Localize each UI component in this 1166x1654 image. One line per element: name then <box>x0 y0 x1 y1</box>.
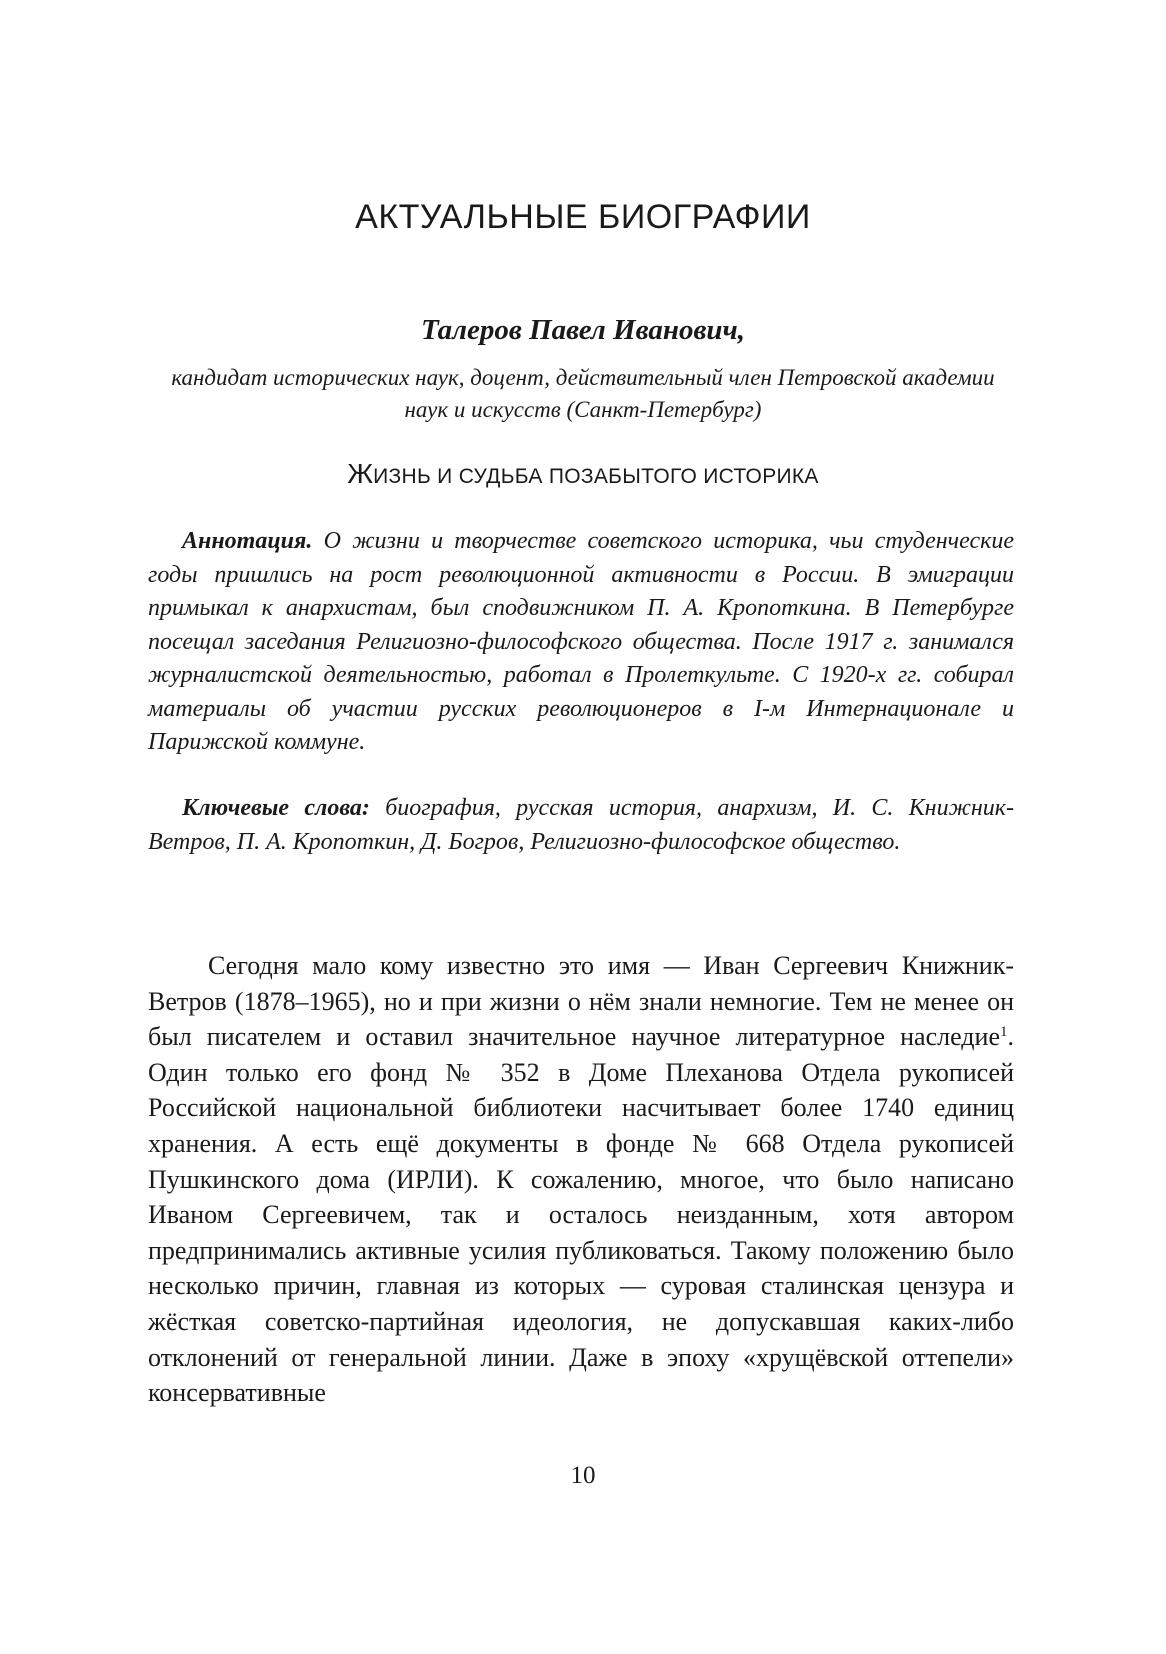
body-paragraph <box>148 948 1014 1411</box>
keywords-label: Ключевые слова: <box>182 795 370 821</box>
author-affiliation: кандидат исторических наук, доцент, действительный член Петровской академии наук и искусств (Санкт-Петербург) <box>171 365 995 422</box>
keywords-text: биография, русская история, анархизм, И. С. Книжник-Ветров, П. А. Кропоткин, Д. Богров, Религиозно-философское общество. <box>148 795 1015 855</box>
section-title: АКТУАЛЬНЫЕ БИОГРАФИИ <box>355 198 811 236</box>
article-title-first-letter: Ж <box>347 458 374 489</box>
keywords <box>148 792 1014 859</box>
author-name: Талеров Павел Иванович, <box>420 314 746 346</box>
article-title <box>150 458 1016 490</box>
abstract-label: Аннотация. <box>182 528 313 554</box>
page-number: 10 <box>570 1462 596 1489</box>
abstract <box>148 525 1014 760</box>
body-text-part-1: Сегодня мало кому известно это имя — Иван Сергеевич Книжник-Ветров (1878–1965), но и при жизни о нём знали немногие. Тем не менее он был писателем и оставил значительное научное литературное наследие <box>148 951 1014 1052</box>
body-text-part-2: . Один только его фонд № 352 в Доме Плеханова Отдела рукописей Российской национальной библиотеки насчитывает более 1740 единиц хранения. А есть ещё документы в фонде № 668 Отдела рукописей Пушкинского дома (ИРЛИ). К сожалению, многое, что было написано Иваном Сергеевичем, так и осталось неизданным, хотя автором предпринимались активные усилия публиковаться. Такому положению было несколько причин, главная из которых — суровая сталинская цензура и жёсткая советско-партийная идеология, не допускавшая каких-либо отклонений от генеральной линии. Даже в эпоху «хрущёвской оттепели» консервативные <box>148 1022 1014 1408</box>
article-title-rest: ИЗНЬ И СУДЬБА ПОЗАБЫТОГО ИСТОРИКА <box>373 465 819 488</box>
footnote-reference[interactable]: 1 <box>1000 1024 1008 1041</box>
abstract-text: О жизни и творчестве советского историка, чьи студенческие годы пришлись на рост революционной активности в России. В эмиграции примыкал к анархистам, был сподвижником П. А. Кропоткина. В Петербурге посещал заседания Религиозно-философского общества. После 1917 г. занимался журналистской деятельностью, работал в Пролеткульте. С 1920-х гг. собирал материалы об участии русских революционеров в I-м Интернационале и Парижской коммуне. <box>148 528 1014 755</box>
